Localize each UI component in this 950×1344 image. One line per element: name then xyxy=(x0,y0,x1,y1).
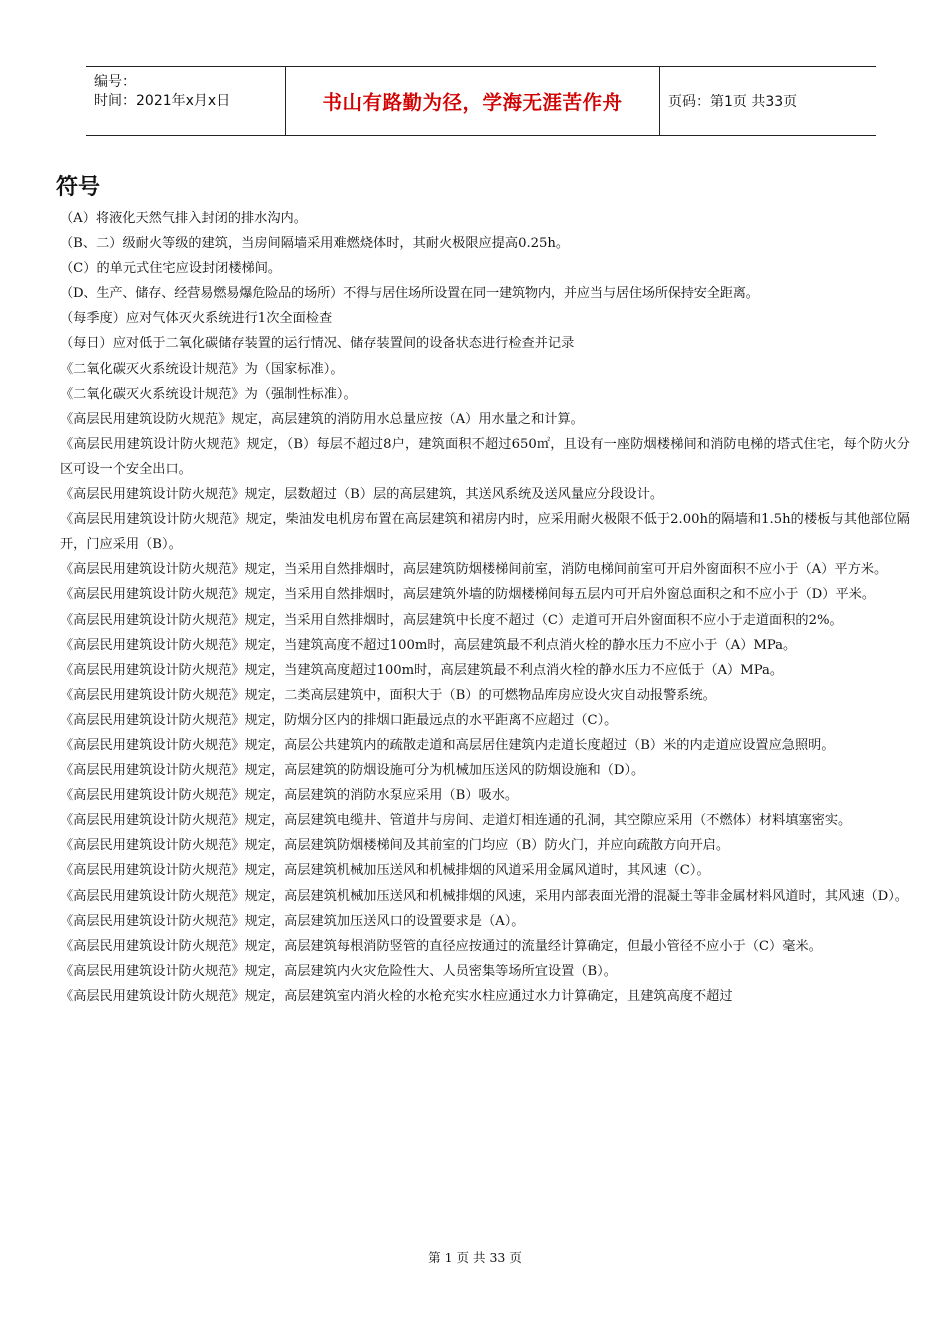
header-motto: 书山有路勤为径，学海无涯苦作舟 xyxy=(286,67,660,135)
paragraph: 《高层民用建筑设计防火规范》规定，当建筑高度超过100m时，高层建筑最不利点消火栓的静水压力不应低于（A）MPa。 xyxy=(60,662,784,678)
paragraph: 《高层民用建筑设计防火规范》规定，二类高层建筑中，面积大于（B）的可燃物品库房应设火灾自动报警系统。 xyxy=(60,687,716,703)
paragraph: 《高层民用建筑设计防火规范》规定，当采用自然排烟时，高层建筑防烟楼梯间前室，消防电梯间前室可开启外窗面积不应小于（A）平方米。 xyxy=(60,562,888,578)
paragraph: 《高层民用建筑设计防火规范》规定，高层建筑室内消火栓的水枪充实水柱应通过水力计算确定，且建筑高度不超过 xyxy=(60,988,733,1004)
paragraph: （C）的单元式住宅应设封闭楼梯间。 xyxy=(60,261,282,277)
paragraph: 《高层民用建筑设计防火规范》规定，高层建筑加压送风口的设置要求是（A）。 xyxy=(60,913,525,929)
header-meta xyxy=(86,67,286,135)
paragraph: 《二氧化碳灭火系统设计规范》为（强制性标准）。 xyxy=(60,386,357,402)
paragraph: 《高层民用建筑设计防火规范》规定，高层建筑防烟楼梯间及其前室的门均应（B）防火门，并应向疏散方向开启。 xyxy=(60,838,730,854)
paragraph: 《高层民用建筑设计防火规范》规定，高层建筑每根消防竖管的直径应按通过的流量经计算确定，但最小管径不应小于（C）毫米。 xyxy=(60,938,822,954)
page-title: 符号 xyxy=(56,175,101,200)
paragraph: 《高层民用建筑设计防火规范》规定，当建筑高度不超过100m时，高层建筑最不利点消火栓的静水压力不应小于（A）MPa。 xyxy=(60,637,797,653)
paragraph: 《高层民用建筑设防火规范》规定，高层建筑的消防用水总量应按（A）用水量之和计算。 xyxy=(60,411,584,427)
paragraph: （每日）应对低于二氧化碳储存装置的运行情况、储存装置间的设备状态进行检查并记录 xyxy=(60,336,575,352)
paragraph: 《高层民用建筑设计防火规范》规定，高层建筑电缆井、管道井与房间、走道灯相连通的孔洞，其空隙应采用（不燃体）材料填塞密实。 xyxy=(60,813,852,829)
paragraph: 《高层民用建筑设计防火规范》规定，（B）每层不超过8户，建筑面积不超过650㎡，且设有一座防烟楼梯间和消防电梯的塔式住宅，每个防火分区可设一个安全出口。 xyxy=(60,436,910,477)
paragraph: 《高层民用建筑设计防火规范》规定，高层建筑内火灾危险性大、人员密集等场所宜设置（B）。 xyxy=(60,963,617,979)
paragraph: （每季度）应对气体灭火系统进行1次全面检查 xyxy=(60,311,333,327)
document-time-label: 时间：2021年x月x日 xyxy=(94,93,231,109)
paragraph: （D、生产、储存、经营易燃易爆危险品的场所）不得与居住场所设置在同一建筑物内，并应当与居住场所保持安全距离。 xyxy=(60,286,759,302)
paragraph: 《高层民用建筑设计防火规范》规定，高层公共建筑内的疏散走道和高层居住建筑内走道长度超过（B）米的内走道应设置应急照明。 xyxy=(60,737,835,753)
paragraph: 《高层民用建筑设计防火规范》规定，当采用自然排烟时，高层建筑外墙的防烟楼梯间每五层内可开启外窗总面积之和不应小于（D）平米。 xyxy=(60,587,876,603)
paragraph: 《二氧化碳灭火系统设计规范》为（国家标准）。 xyxy=(60,361,344,377)
paragraph: 《高层民用建筑设计防火规范》规定，高层建筑机械加压送风和机械排烟的风速，采用内部表面光滑的混凝土等非金属材料风道时，其风速（D）。 xyxy=(60,888,908,904)
paragraph: 《高层民用建筑设计防火规范》规定，层数超过（B）层的高层建筑，其送风系统及送风量应分段设计。 xyxy=(60,487,664,503)
header-page-number: 页码：第1页 共33页 xyxy=(668,94,798,110)
page-header xyxy=(86,66,876,136)
paragraph: 《高层民用建筑设计防火规范》规定，高层建筑机械加压送风和机械排烟的风道采用金属风道时，其风速（C）。 xyxy=(60,863,710,879)
paragraph: 《高层民用建筑设计防火规范》规定，高层建筑的消防水泵应采用（B）吸水。 xyxy=(60,788,519,804)
paragraph: 《高层民用建筑设计防火规范》规定，防烟分区内的排烟口距最远点的水平距离不应超过（C）。 xyxy=(60,712,618,728)
document-number-label: 编号： xyxy=(94,74,136,90)
page-footer: 第 1 页 共 33 页 xyxy=(428,1250,522,1265)
paragraph: 《高层民用建筑设计防火规范》规定，高层建筑的防烟设施可分为机械加压送风的防烟设施和（D）。 xyxy=(60,763,645,779)
paragraph: 《高层民用建筑设计防火规范》规定，柴油发电机房布置在高层建筑和裙房内时，应采用耐火极限不低于2.00h的隔墙和1.5h的楼板与其他部位隔开，门应采用（B）。 xyxy=(60,512,910,553)
paragraph: 《高层民用建筑设计防火规范》规定，当采用自然排烟时，高层建筑中长度不超过（C）走道可开启外窗面积不应小于走道面积的2%。 xyxy=(60,612,843,628)
paragraph: （A）将液化天然气排入封闭的排水沟内。 xyxy=(60,211,307,226)
document-body xyxy=(60,206,910,1009)
paragraph: （B、二）级耐火等级的建筑，当房间隔墙采用难燃烧体时，其耐火极限应提高0.25h。 xyxy=(60,236,570,252)
